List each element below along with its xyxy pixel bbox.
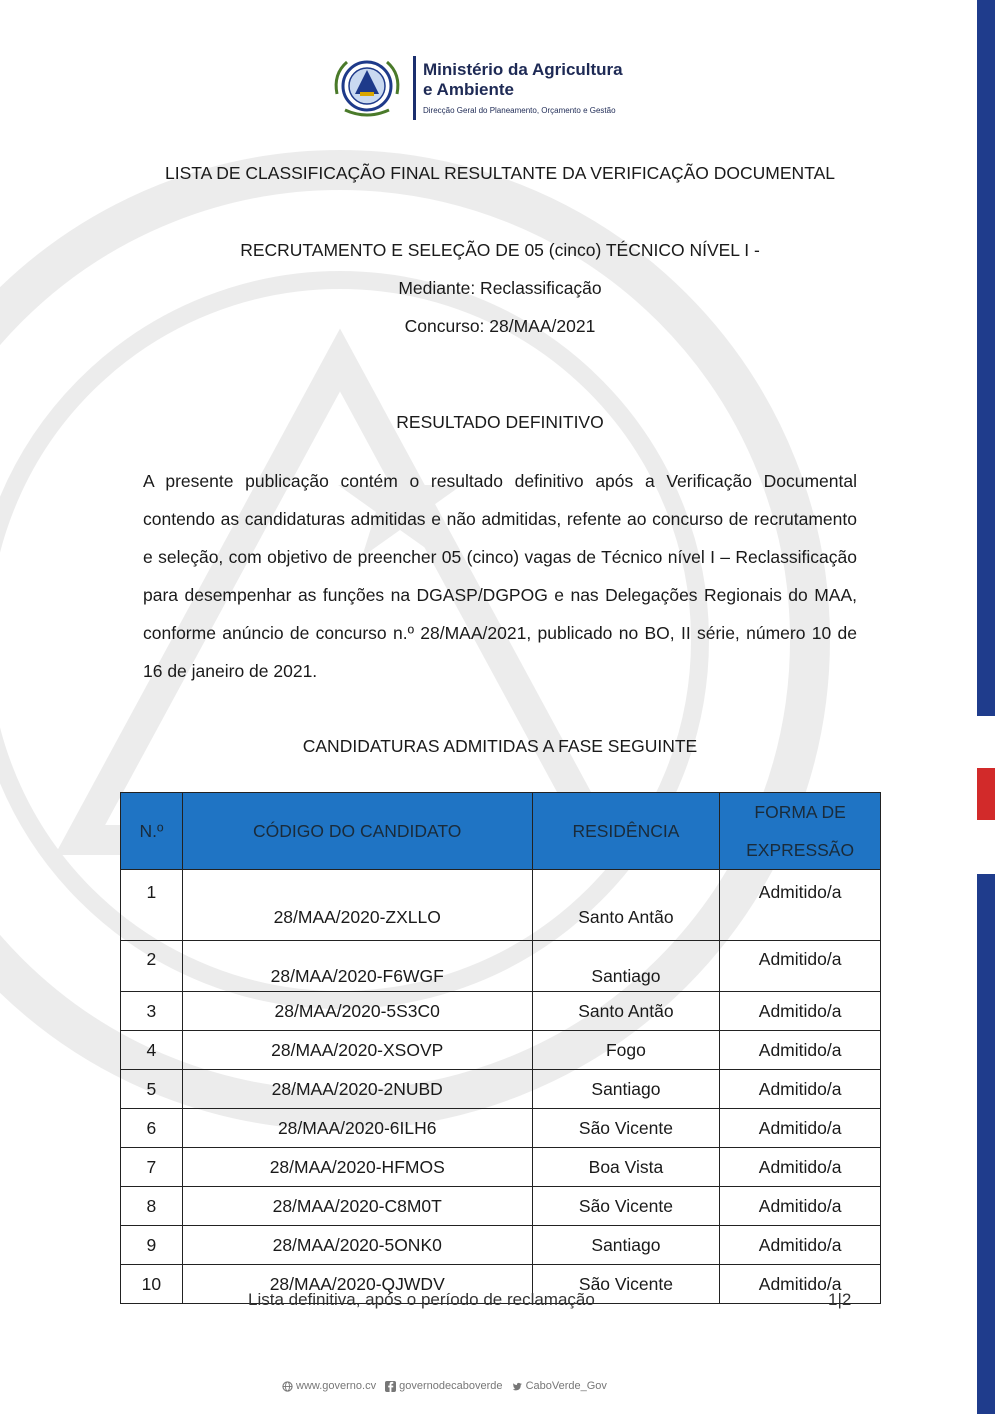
- row-residence: São Vicente: [532, 1265, 720, 1304]
- department-name: Direcção Geral do Planeamento, Orçamento e Gestão: [423, 106, 616, 115]
- row-candidate-code: 28/MAA/2020-2NUBD: [182, 1070, 532, 1109]
- results-table: [120, 792, 881, 1304]
- row-status: Admitido/a: [720, 1187, 881, 1226]
- table-row: [121, 1148, 881, 1187]
- row-candidate-code: 28/MAA/2020-F6WGF: [182, 941, 532, 992]
- row-number: 6: [121, 1109, 183, 1148]
- method-line: Mediante: Reclassificação: [398, 278, 602, 298]
- twitter-link[interactable]: CaboVerde_Gov: [525, 1380, 607, 1392]
- row-status: Admitido/a: [720, 1031, 881, 1070]
- result-heading: RESULTADO DEFINITIVO: [396, 412, 604, 432]
- table-row: [121, 1070, 881, 1109]
- recruitment-line: RECRUTAMENTO E SELEÇÃO DE 05 (cinco) TÉCNICO NÍVEL I -: [240, 240, 760, 260]
- row-number: 2: [121, 941, 183, 992]
- logo-divider: [413, 56, 416, 120]
- facebook-icon: [385, 1381, 396, 1392]
- row-candidate-code: 28/MAA/2020-QJWDV: [182, 1265, 532, 1304]
- row-number: 1: [121, 870, 183, 941]
- header-residence: RESIDÊNCIA: [532, 793, 720, 870]
- coat-of-arms-icon: [327, 54, 407, 120]
- row-number: 9: [121, 1226, 183, 1265]
- table-row: [121, 1187, 881, 1226]
- row-candidate-code: 28/MAA/2020-XSOVP: [182, 1031, 532, 1070]
- globe-icon: [282, 1381, 293, 1392]
- row-residence: São Vicente: [532, 1109, 720, 1148]
- row-status: Admitido/a: [720, 870, 881, 941]
- row-number: 7: [121, 1148, 183, 1187]
- row-candidate-code: 28/MAA/2020-HFMOS: [182, 1148, 532, 1187]
- header-candidate-code: CÓDIGO DO CANDIDATO: [182, 793, 532, 870]
- row-candidate-code: 28/MAA/2020-C8M0T: [182, 1187, 532, 1226]
- side-bar-blue-bottom: [977, 874, 995, 1414]
- row-number: 10: [121, 1265, 183, 1304]
- row-candidate-code: 28/MAA/2020-6ILH6: [182, 1109, 532, 1148]
- table-row: [121, 1031, 881, 1070]
- row-residence: Fogo: [532, 1031, 720, 1070]
- contest-line: Concurso: 28/MAA/2021: [404, 316, 596, 336]
- row-candidate-code: 28/MAA/2020-5ONK0: [182, 1226, 532, 1265]
- row-status: Admitido/a: [720, 1109, 881, 1148]
- intro-paragraph: A presente publicação contém o resultado definitivo após a Verificação Documental contendo as candidaturas admitidas e não admitidas, refente ao concurso de recrutamento e seleção, com objetivo de preencher 05 (cinco) vagas de Técnico nível I – Reclassificação para desempenhar as funções na DGASP/DGPOG e nas Delegações Regionais do MAA, conforme anúncio de concurso n.º 28/MAA/2021, publicado no BO, II série, número 10 de 16 de janeiro de 2021.: [143, 471, 857, 681]
- row-residence: Santo Antão: [532, 992, 720, 1031]
- row-status: Admitido/a: [720, 992, 881, 1031]
- ministry-logo: [327, 54, 667, 124]
- row-status: Admitido/a: [720, 1226, 881, 1265]
- ministry-name-line2: e Ambiente: [423, 80, 515, 99]
- twitter-icon: [512, 1381, 523, 1392]
- row-residence: Boa Vista: [532, 1148, 720, 1187]
- facebook-link[interactable]: governodecaboverde: [399, 1380, 503, 1392]
- side-bar-red: [977, 768, 995, 820]
- row-residence: São Vicente: [532, 1187, 720, 1226]
- row-status: Admitido/a: [720, 1148, 881, 1187]
- row-residence: Santiago: [532, 1226, 720, 1265]
- row-status: Admitido/a: [720, 1265, 881, 1304]
- row-status: Admitido/a: [720, 1070, 881, 1109]
- row-residence: Santiago: [532, 1070, 720, 1109]
- table-row: [121, 1226, 881, 1265]
- row-number: 5: [121, 1070, 183, 1109]
- website-link[interactable]: www.governo.cv: [296, 1380, 377, 1392]
- row-number: 8: [121, 1187, 183, 1226]
- row-residence: Santo Antão: [532, 870, 720, 941]
- row-number: 3: [121, 992, 183, 1031]
- table-row: [121, 941, 881, 992]
- page-number: 1|2: [828, 1290, 852, 1309]
- table-row: [121, 870, 881, 941]
- row-status: Admitido/a: [720, 941, 881, 992]
- row-number: 4: [121, 1031, 183, 1070]
- row-candidate-code: 28/MAA/2020-5S3C0: [182, 992, 532, 1031]
- row-candidate-code: 28/MAA/2020-ZXLLO: [182, 870, 532, 941]
- table-row: [121, 992, 881, 1031]
- footer-note: Lista definitiva, após o período de reclamação: [248, 1290, 595, 1309]
- row-residence: Santiago: [532, 941, 720, 992]
- header-expression-form: FORMA DE EXPRESSÃO: [720, 793, 881, 870]
- social-links: [282, 1380, 613, 1392]
- table-heading: CANDIDATURAS ADMITIDAS A FASE SEGUINTE: [302, 736, 698, 756]
- table-header-row: [121, 793, 881, 870]
- document-title: LISTA DE CLASSIFICAÇÃO FINAL RESULTANTE DA VERIFICAÇÃO DOCUMENTAL: [165, 163, 835, 183]
- side-bar-blue-top: [977, 0, 995, 716]
- ministry-name-line1: Ministério da Agricultura: [423, 60, 623, 79]
- ministry-name: [423, 60, 623, 100]
- table-row: [121, 1109, 881, 1148]
- header-number: N.º: [121, 793, 183, 870]
